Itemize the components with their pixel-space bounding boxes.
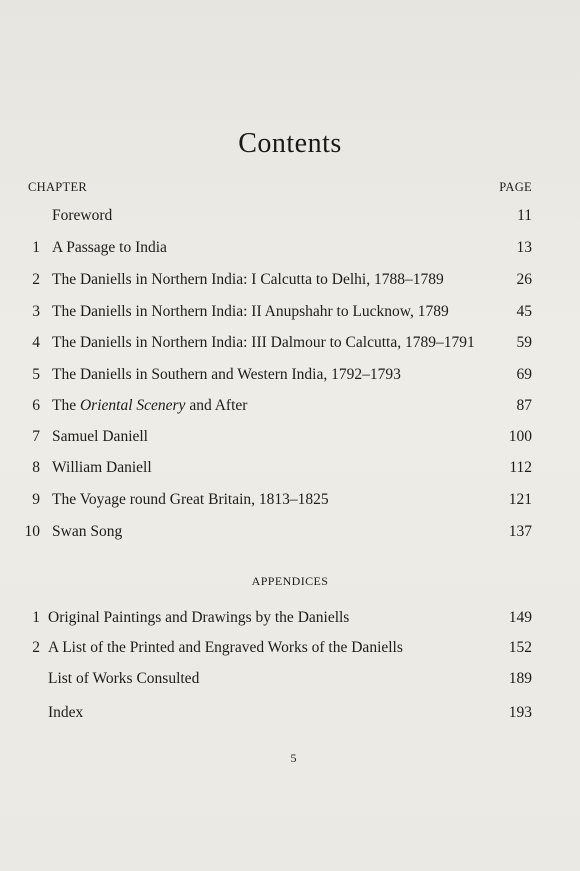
entry-title: A List of the Printed and Engraved Works of the Daniells — [48, 639, 403, 656]
entry-page: 13 — [516, 239, 532, 256]
entry-page: 193 — [508, 704, 532, 721]
entry-number: 7 — [32, 428, 40, 445]
entry-page: 59 — [516, 334, 532, 351]
entry-title: William Daniell — [52, 459, 152, 476]
entry-number: 1 — [32, 239, 40, 256]
entry-number: 2 — [32, 271, 40, 288]
entry-number: 4 — [32, 334, 40, 351]
entry-number: 10 — [24, 523, 40, 540]
entry-page: 45 — [516, 303, 532, 320]
entry-title: Original Paintings and Drawings by the Daniells — [48, 609, 350, 626]
toc-entry-chapter-8 — [0, 459, 580, 481]
entry-page: 137 — [508, 523, 532, 540]
entry-page: 11 — [517, 207, 532, 224]
toc-entry-chapter-3 — [0, 303, 580, 325]
toc-entry-chapter-1 — [0, 239, 580, 261]
entry-title: A Passage to India — [52, 239, 167, 256]
entry-title: The Oriental Scenery and After — [52, 397, 248, 414]
entry-number: 6 — [32, 397, 40, 414]
toc-entry-appendix-1 — [0, 609, 580, 631]
entry-title: The Daniells in Northern India: II Anupshahr to Lucknow, 1789 — [52, 303, 449, 320]
entry-page: 100 — [508, 428, 532, 445]
entry-page: 112 — [509, 459, 532, 476]
toc-entry-chapter-5 — [0, 366, 580, 388]
entry-title: The Voyage round Great Britain, 1813–1825 — [52, 491, 329, 508]
toc-entry-chapter-10 — [0, 523, 580, 545]
entry-number: 2 — [32, 639, 40, 656]
toc-entry-appendix-2 — [0, 639, 580, 661]
entry-page: 152 — [508, 639, 532, 656]
entry-page: 26 — [516, 271, 532, 288]
toc-entry-foreword — [0, 207, 580, 229]
entry-title: Index — [48, 704, 84, 721]
toc-entry-chapter-4 — [0, 334, 580, 356]
entry-number: 8 — [32, 459, 40, 476]
toc-entry-chapter-6 — [0, 397, 580, 419]
page-title: Contents — [238, 128, 342, 159]
entry-number: 9 — [32, 491, 40, 508]
chapter-column-header: CHAPTER — [28, 180, 88, 194]
entry-page: 69 — [516, 366, 532, 383]
entry-number: 3 — [32, 303, 40, 320]
entry-number: 1 — [32, 609, 40, 626]
entry-page: 87 — [516, 397, 532, 414]
toc-entry-chapter-2 — [0, 271, 580, 293]
entry-title: Foreword — [52, 207, 113, 224]
entry-page: 121 — [508, 491, 532, 508]
entry-page: 189 — [508, 670, 532, 687]
entry-number: 5 — [32, 366, 40, 383]
entry-page: 149 — [508, 609, 532, 626]
entry-title: The Daniells in Northern India: III Dalmour to Calcutta, 1789–1791 — [52, 334, 475, 351]
toc-entry-chapter-7 — [0, 428, 580, 450]
entry-title: The Daniells in Northern India: I Calcutta to Delhi, 1788–1789 — [52, 271, 444, 288]
appendices-heading: APPENDICES — [251, 574, 329, 588]
entry-title: List of Works Consulted — [48, 670, 200, 687]
toc-entry-works-consulted — [0, 670, 580, 692]
page-column-header: PAGE — [499, 180, 532, 194]
toc-entry-index — [0, 704, 580, 726]
page-folio: 5 — [290, 751, 297, 765]
entry-title: Samuel Daniell — [52, 428, 148, 445]
entry-title: The Daniells in Southern and Western India, 1792–1793 — [52, 366, 401, 383]
entry-title: Swan Song — [52, 523, 123, 540]
toc-entry-chapter-9 — [0, 491, 580, 513]
